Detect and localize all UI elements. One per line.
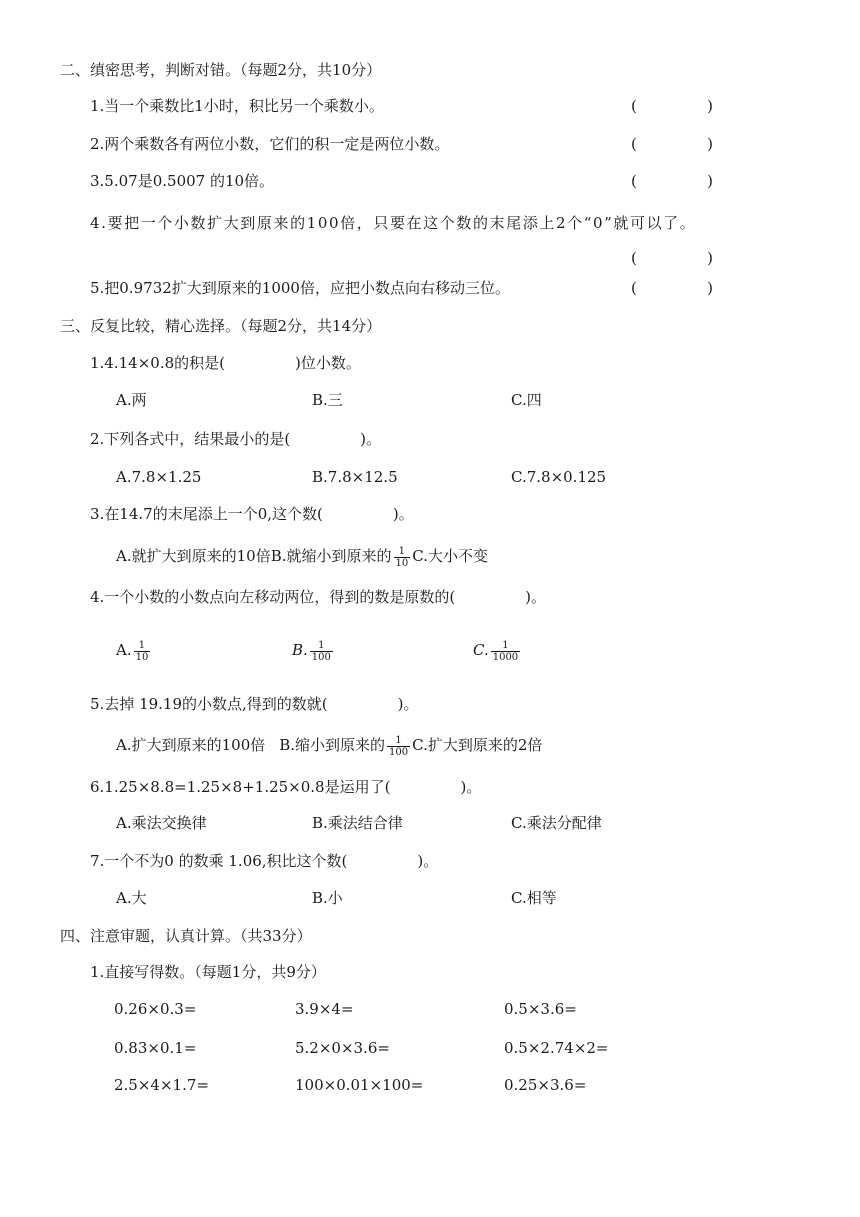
option-a[interactable]: A.就扩大到原来的10倍 [116, 547, 271, 565]
choice-question-3: 3.在14.7的末尾添上一个0,这个数( )。 [90, 505, 414, 523]
choice-question-1: 1.4.14×0.8的积是( )位小数。 [90, 354, 361, 372]
judge-answer-box-4[interactable]: ( ) [631, 249, 713, 267]
fraction: $\frac{1}{10}$ [395, 545, 409, 569]
option-b[interactable]: B.三 [312, 391, 343, 409]
calc-item: 2.5×4×1.7= [114, 1076, 209, 1094]
choice-question-5-options [116, 733, 542, 758]
fraction: $\frac{1}{100}$ [389, 734, 409, 758]
calc-item: 3.9×4= [295, 1000, 354, 1018]
choice-question-5: 5.去掉 19.19的小数点,得到的数就( )。 [90, 695, 419, 713]
fraction: $\frac{1}{10}$ [135, 639, 149, 663]
judge-question-5: 5.把0.9732扩大到原来的1000倍，应把小数点向右移动三位。 [90, 279, 510, 297]
option-a[interactable]: A.乘法交换律 [116, 814, 207, 832]
calc-item: 0.5×3.6= [504, 1000, 577, 1018]
fraction: $\frac{1}{100}$ [311, 639, 331, 663]
judge-question-1: 1.当一个乘数比1小时，积比另一个乘数小。 [90, 97, 384, 115]
option-a[interactable]: A.扩大到原来的100倍 [116, 736, 266, 754]
section-4-title: 四、注意审题，认真计算。（共33分） [60, 927, 312, 945]
fraction: $\frac{1}{1000}$ [492, 639, 519, 663]
judge-answer-box-1[interactable]: ( ) [631, 97, 713, 115]
judge-answer-box-5[interactable]: ( ) [631, 279, 713, 297]
option-b[interactable]: B. $\frac{1}{100}$ [292, 639, 331, 663]
option-c[interactable]: C. $\frac{1}{1000}$ [473, 639, 519, 663]
calc-item: 0.26×0.3= [114, 1000, 197, 1018]
section-3-title: 三、反复比较，精心选择。（每题2分，共14分） [60, 317, 382, 335]
option-c[interactable]: C.乘法分配律 [511, 814, 602, 832]
choice-question-3-options [116, 544, 488, 569]
option-a[interactable]: A.大 [116, 889, 147, 907]
option-a[interactable]: A. $\frac{1}{10}$ [116, 639, 149, 663]
option-c[interactable]: C.7.8×0.125 [511, 468, 607, 486]
calc-item: 0.25×3.6= [504, 1076, 587, 1094]
calc-item: 5.2×0×3.6= [295, 1039, 390, 1057]
option-a[interactable]: A.两 [116, 391, 147, 409]
option-b[interactable]: B.7.8×12.5 [312, 468, 398, 486]
option-c[interactable]: C.扩大到原来的2倍 [412, 736, 543, 754]
choice-question-6: 6.1.25×8.8=1.25×8+1.25×0.8是运用了( )。 [90, 778, 482, 796]
option-a[interactable]: A.7.8×1.25 [116, 468, 202, 486]
option-b[interactable]: B.乘法结合律 [312, 814, 403, 832]
option-b[interactable]: B.就缩小到原来的 $\frac{1}{10}$ [270, 545, 409, 569]
judge-answer-box-2[interactable]: ( ) [631, 135, 713, 153]
choice-question-2: 2.下列各式中，结果最小的是( )。 [90, 430, 382, 448]
calc-item: 100×0.01×100= [295, 1076, 424, 1094]
option-b[interactable]: B.缩小到原来的 $\frac{1}{100}$ [279, 734, 409, 758]
option-c[interactable]: C.四 [511, 391, 542, 409]
judge-question-4: 4.要把一个小数扩大到原来的100倍，只要在这个数的末尾添上2个“0”就可以了。 [90, 214, 697, 232]
calc-item: 0.5×2.74×2= [504, 1039, 609, 1057]
judge-answer-box-3[interactable]: ( ) [631, 172, 713, 190]
calc-item: 0.83×0.1= [114, 1039, 197, 1057]
subsection-title: 1.直接写得数。（每题1分，共9分） [90, 963, 326, 981]
option-b[interactable]: B.小 [312, 889, 343, 907]
section-2-title: 二、缜密思考，判断对错。（每题2分，共10分） [60, 61, 382, 79]
judge-question-3: 3.5.07是0.5007 的10倍。 [90, 172, 275, 190]
choice-question-7: 7.一个不为0 的数乘 1.06,积比这个数( )。 [90, 852, 439, 870]
choice-question-4: 4.一个小数的小数点向左移动两位，得到的数是原数的( )。 [90, 588, 547, 606]
option-c[interactable]: C.相等 [511, 889, 557, 907]
option-c[interactable]: C.大小不变 [412, 547, 488, 565]
judge-question-2: 2.两个乘数各有两位小数，它们的积一定是两位小数。 [90, 135, 450, 153]
